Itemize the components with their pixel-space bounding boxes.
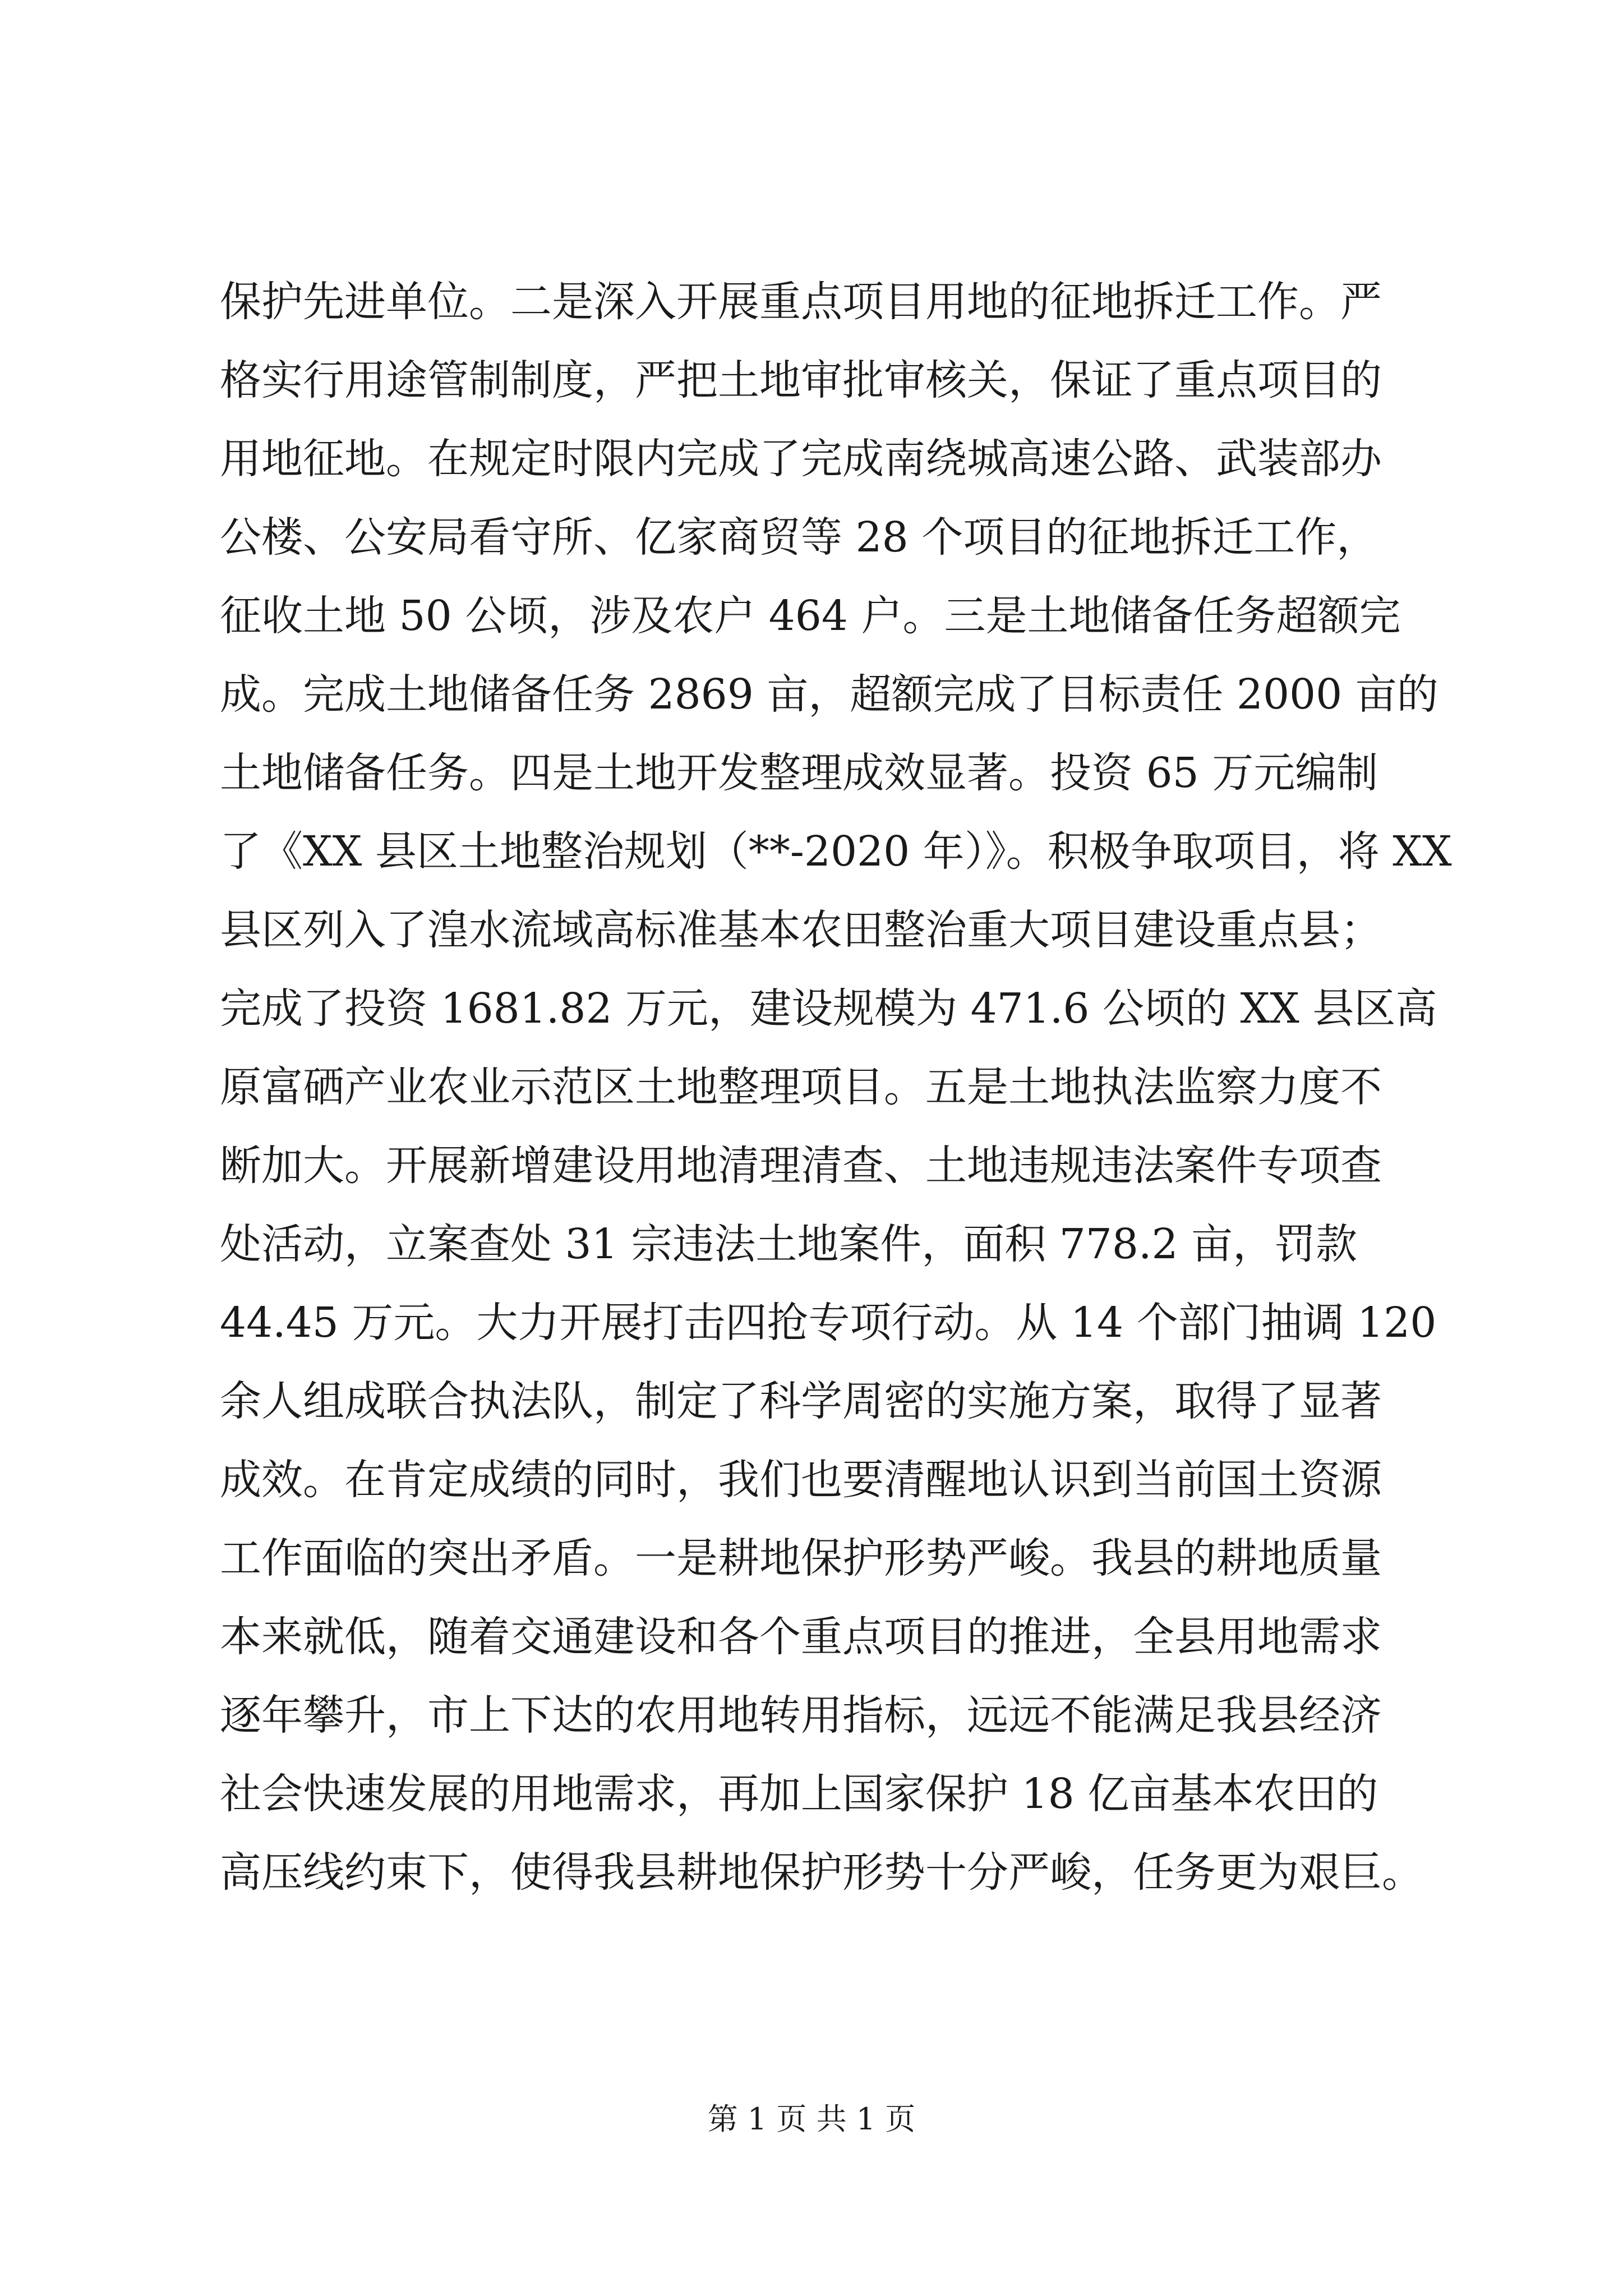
text-line: 余人组成联合执法队，制定了科学周密的实施方案，取得了显著 (220, 1377, 1382, 1425)
text-line: 用地征地。在规定时限内完成了完成南绕城高速公路、武装部办 (220, 435, 1382, 483)
text-line: 工作面临的突出矛盾。一是耕地保护形势严峻。我县的耕地质量 (220, 1534, 1382, 1582)
text-line: 完成了投资 1681.82 万元，建设规模为 471.6 公顷的 XX 县区高 (220, 984, 1437, 1033)
text-line: 县区列入了湟水流域高标准基本农田整治重大项目建设重点县； (220, 906, 1382, 954)
page-footer: 第 1 页 共 1 页 (707, 2101, 916, 2137)
text-line: 保护先进单位。二是深入开展重点项目用地的征地拆迁工作。严 (220, 278, 1382, 326)
body-text (220, 263, 1452, 1912)
text-line: 土地储备任务。四是土地开发整理成效显著。投资 65 万元编制 (220, 749, 1378, 797)
text-line: 格实行用途管制制度，严把土地审批审核关，保证了重点项目的 (220, 356, 1382, 404)
text-line: 征收土地 50 公顷，涉及农户 464 户。三是土地储备任务超额完 (220, 592, 1401, 640)
text-line: 成效。在肯定成绩的同时，我们也要清醒地认识到当前国土资源 (220, 1456, 1382, 1504)
text-line: 逐年攀升，市上下达的农用地转用指标，远远不能满足我县经济 (220, 1691, 1382, 1740)
text-line: 原富硒产业农业示范区土地整理项目。五是土地执法监察力度不 (220, 1063, 1382, 1111)
text-line: 处活动，立案查处 31 宗违法土地案件，面积 778.2 亩，罚款 (220, 1220, 1358, 1268)
text-line: 了《XX 县区土地整治规划（**-2020 年）》。积极争取项目，将 XX (220, 827, 1452, 876)
text-line: 断加大。开展新增建设用地清理清查、土地违规违法案件专项查 (220, 1142, 1382, 1190)
text-line: 公楼、公安局看守所、亿家商贸等 28 个项目的征地拆迁工作， (220, 513, 1378, 562)
text-line: 44.45 万元。大力开展打击四抢专项行动。从 14 个部门抽调 120 (220, 1299, 1437, 1347)
text-line: 高压线约束下，使得我县耕地保护形势十分严峻，任务更为艰巨。 (220, 1848, 1423, 1897)
text-line: 本来就低，随着交通建设和各个重点项目的推进，全县用地需求 (220, 1613, 1382, 1661)
text-line: 社会快速发展的用地需求，再加上国家保护 18 亿亩基本农田的 (220, 1770, 1378, 1818)
text-line: 成。完成土地储备任务 2869 亩，超额完成了目标责任 2000 亩的 (220, 670, 1438, 719)
